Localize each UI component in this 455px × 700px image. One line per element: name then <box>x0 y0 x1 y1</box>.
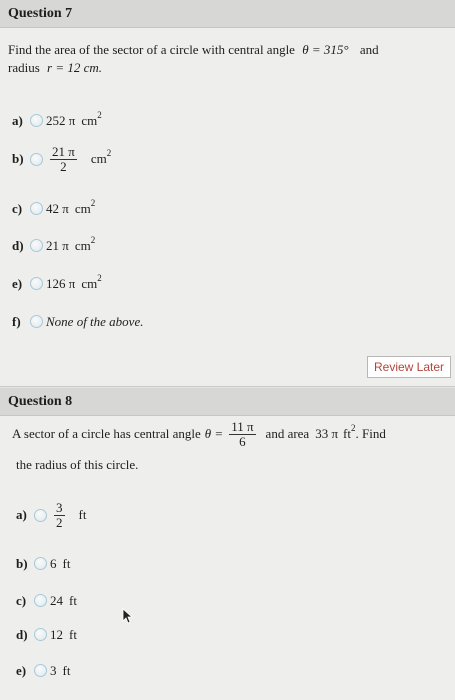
option-unit: ft <box>69 593 77 608</box>
radio-button[interactable] <box>30 315 43 328</box>
option-c[interactable] <box>12 200 95 218</box>
prompt-text-radius: radius <box>8 59 40 75</box>
option-letter: d) <box>16 627 28 642</box>
radio-button[interactable] <box>34 557 47 570</box>
prompt-theta: θ = 315° <box>302 42 349 57</box>
option-b[interactable] <box>16 555 70 573</box>
radio-button[interactable] <box>34 594 47 607</box>
prompt-and-area: and area <box>265 426 310 442</box>
option-value: 42 π <box>46 201 69 216</box>
question-8-prompt <box>12 420 452 448</box>
prompt-radius-value: r = 12 cm. <box>47 59 103 75</box>
section-divider <box>0 386 455 387</box>
option-value: 252 π <box>46 113 76 128</box>
option-fraction: $\frac{3}{2}$ <box>56 500 63 530</box>
question-7-prompt <box>8 41 448 76</box>
option-letter: d) <box>12 238 24 253</box>
prompt-text: Find the area of the sector of a circle with central angle <box>8 42 295 57</box>
option-letter: a) <box>16 507 27 523</box>
option-d[interactable] <box>12 237 95 255</box>
option-c[interactable] <box>16 592 77 610</box>
option-unit: $cm^2$ <box>74 198 96 216</box>
option-letter: e) <box>12 276 23 291</box>
radio-button[interactable] <box>30 202 43 215</box>
option-unit: ft <box>62 556 71 571</box>
option-letter: b) <box>12 151 24 167</box>
option-unit: $cm^2$ <box>74 235 96 253</box>
option-f[interactable] <box>12 313 143 331</box>
option-unit: $cm^2$ <box>81 273 102 291</box>
option-value: 3 <box>50 663 57 678</box>
option-a[interactable] <box>12 112 102 130</box>
option-unit: $cm^2$ <box>90 148 112 167</box>
prompt-text: A sector of a circle has central angle <box>12 426 201 442</box>
radio-button[interactable] <box>30 239 43 252</box>
option-value: None of the above. <box>46 314 144 329</box>
prompt-area-unit: $ft^2$ <box>343 423 356 442</box>
radio-button[interactable] <box>30 114 43 127</box>
option-value: 6 <box>50 556 57 571</box>
option-unit: ft <box>69 627 77 642</box>
option-fraction: $\frac{21 \pi}{2}$ <box>52 144 75 174</box>
option-b[interactable] <box>12 145 111 173</box>
prompt-area: 33 π <box>315 426 339 442</box>
option-letter: b) <box>16 556 28 571</box>
option-a[interactable] <box>16 501 86 529</box>
option-unit: ft <box>62 663 71 678</box>
prompt-and: and <box>359 42 379 57</box>
question-8-prompt-line2: the radius of this circle. <box>16 457 139 472</box>
prompt-theta: θ = <box>204 426 224 442</box>
question-7-title: Question 7 <box>0 0 455 28</box>
prompt-theta-fraction: $\frac{11 \pi}{6}$ <box>231 419 254 449</box>
option-unit: ft <box>78 507 87 523</box>
radio-button[interactable] <box>30 153 43 166</box>
option-e[interactable] <box>12 275 102 293</box>
option-letter: f) <box>12 314 21 329</box>
option-d[interactable] <box>16 626 77 644</box>
option-letter: c) <box>12 201 23 216</box>
option-value: 21 π <box>46 238 69 253</box>
question-8-title: Question 8 <box>0 388 455 416</box>
radio-button[interactable] <box>34 664 47 677</box>
radio-button[interactable] <box>34 628 47 641</box>
option-letter: c) <box>16 593 27 608</box>
radio-button[interactable] <box>30 277 43 290</box>
option-letter: a) <box>12 113 23 128</box>
option-value: 12 <box>50 627 63 642</box>
option-value: 126 π <box>46 276 76 291</box>
radio-button[interactable] <box>34 509 47 522</box>
option-value: 24 <box>50 593 63 608</box>
option-e[interactable] <box>16 662 70 680</box>
review-later-button[interactable]: Review Later <box>367 356 451 378</box>
option-unit: $cm^2$ <box>81 110 102 128</box>
prompt-find: . Find <box>355 426 386 442</box>
option-letter: e) <box>16 663 27 678</box>
